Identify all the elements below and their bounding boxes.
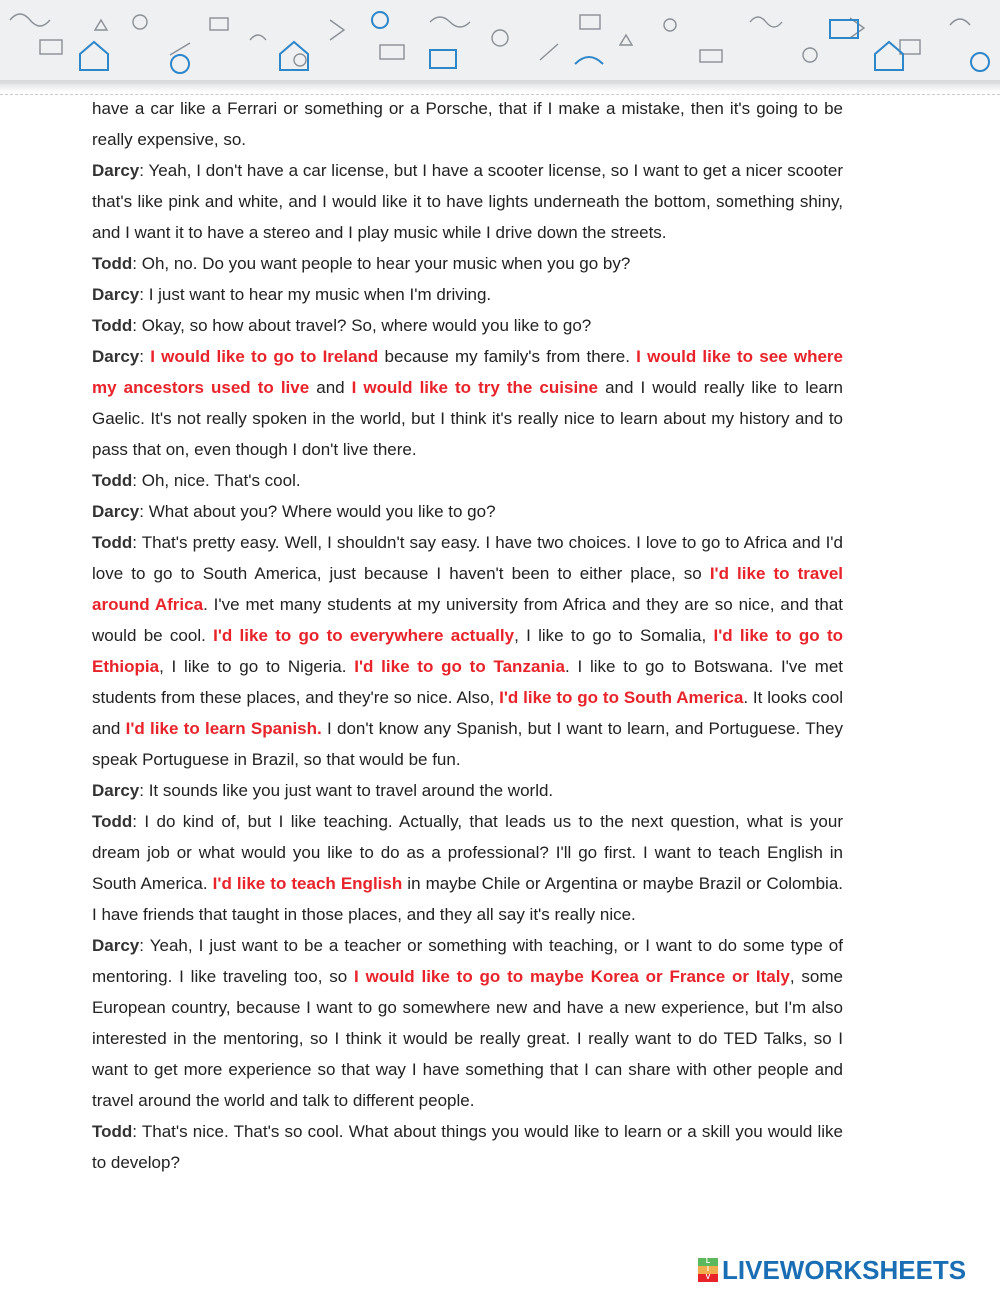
dialogue-text-segment: . I've met many students at my university from Africa and they are so nice, and that would be cool. xyxy=(92,595,843,645)
dialogue-paragraph xyxy=(92,930,843,1116)
speaker-name: Darcy xyxy=(92,502,140,521)
speaker-name: Todd xyxy=(92,533,133,552)
dialogue-paragraph xyxy=(92,341,843,465)
logo-letter: I xyxy=(698,1266,718,1274)
speaker-name: Todd xyxy=(92,471,133,490)
logo-text: LIVEWORKSHEETS xyxy=(722,1254,967,1285)
highlighted-phrase: I'd like to teach English xyxy=(212,874,403,893)
highlighted-phrase: I'd like to travel around Africa xyxy=(92,564,843,614)
highlighted-phrase: I'd like to go to everywhere actually xyxy=(213,626,515,645)
dialogue-paragraph xyxy=(92,1116,843,1178)
doodle-pattern xyxy=(0,0,1000,84)
dialogue-text-segment: . I like to go to Botswana. I've met students from these places, and they're so nice. Also, xyxy=(92,657,843,707)
dialogue-paragraph xyxy=(92,93,843,155)
dialogue-paragraph xyxy=(92,248,843,279)
dialogue-text-segment: . It looks cool and xyxy=(92,688,843,738)
speaker-name: Darcy xyxy=(92,285,140,304)
speaker-name: Todd xyxy=(92,316,133,335)
highlighted-phrase: I'd like to go to Tanzania xyxy=(354,657,565,676)
speaker-name: Darcy xyxy=(92,161,140,180)
dialogue-text-segment: : Oh, nice. That's cool. xyxy=(132,471,301,490)
speaker-name: Darcy xyxy=(92,347,140,366)
speaker-name: Todd xyxy=(92,254,133,273)
dialogue-text-segment: , I like to go to Somalia, xyxy=(514,626,714,645)
dialogue-paragraph xyxy=(92,775,843,806)
dialogue-text-segment: : It sounds like you just want to travel around the world. xyxy=(139,781,554,800)
speaker-name: Darcy xyxy=(92,936,140,955)
highlighted-phrase: I would like to go to maybe Korea or France or Italy xyxy=(354,967,790,986)
dialogue-text-segment: and I would really like to learn Gaelic. It's not really spoken in the world, but I think it's really nice to learn about my history and to pass that on, even though I don't live there. xyxy=(92,378,843,459)
dialogue-text-segment: : xyxy=(139,347,151,366)
logo-letter: L xyxy=(698,1258,718,1266)
highlighted-phrase: I would like to try the cuisine xyxy=(351,378,599,397)
dialogue-text-segment: I don't know any Spanish, but I want to learn, and Portuguese. They speak Portuguese in Brazil, so that would be fun. xyxy=(92,719,843,769)
dialogue-text-segment: have a car like a Ferrari or something or a Porsche, that if I make a mistake, then it's going to be really expensive, so. xyxy=(92,99,843,149)
highlighted-phrase: I'd like to go to South America xyxy=(499,688,744,707)
dialogue-text xyxy=(92,93,843,1178)
banner-shadow xyxy=(0,80,1000,92)
speaker-name: Todd xyxy=(92,1122,133,1141)
dialogue-paragraph xyxy=(92,465,843,496)
liveworksheets-logo xyxy=(698,1256,966,1284)
highlighted-phrase: I would like to see where my ancestors used to live xyxy=(92,347,843,397)
dialogue-text-segment: : Okay, so how about travel? So, where would you like to go? xyxy=(132,316,592,335)
dialogue-text-segment: : What about you? Where would you like to go? xyxy=(139,502,496,521)
speaker-name: Darcy xyxy=(92,781,140,800)
dialogue-paragraph xyxy=(92,155,843,248)
dialogue-text-segment: , some European country, because I want to go somewhere new and have a new experience, but I'm also interested in the mentoring, so I think it would be really great. I really want to do TED Talks, so I want to get more experience so that way I have something that I can share with other people and travel around the world and talk to different people. xyxy=(92,967,843,1110)
dialogue-paragraph xyxy=(92,310,843,341)
logo-letter: V xyxy=(698,1274,718,1282)
decorative-banner xyxy=(0,0,1000,84)
dialogue-text-segment: because my family's from there. xyxy=(378,347,637,366)
dialogue-text-segment: in maybe Chile or Argentina or maybe Brazil or Colombia. I have friends that taught in those places, and they all say it's really nice. xyxy=(92,874,843,924)
highlighted-phrase: I'd like to learn Spanish. xyxy=(125,719,322,738)
dialogue-text-segment: : That's nice. That's so cool. What about things you would like to learn or a skill you would like to develop? xyxy=(92,1122,843,1172)
logo-mark xyxy=(698,1258,718,1282)
dialogue-text-segment: : That's pretty easy. Well, I shouldn't say easy. I have two choices. I love to go to Africa and I'd love to go to South America, just because I haven't been to either place, so xyxy=(92,533,843,583)
dialogue-text-segment: : Yeah, I just want to be a teacher or something with teaching, or I want to do some type of mentoring. I like traveling too, so xyxy=(92,936,843,986)
dialogue-paragraph xyxy=(92,496,843,527)
dialogue-text-segment: : I do kind of, but I like teaching. Actually, that leads us to the next question, what is your dream job or what would you like to do as a professional? I'll go first. I want to teach English in South America. xyxy=(92,812,843,893)
dialogue-text-segment: and xyxy=(309,378,352,397)
dialogue-paragraph xyxy=(92,806,843,930)
highlighted-phrase: I'd like to go to Ethiopia xyxy=(92,626,844,676)
speaker-name: Todd xyxy=(92,812,133,831)
highlighted-phrase: I would like to go to Ireland xyxy=(150,347,379,366)
dialogue-text-segment: : Oh, no. Do you want people to hear your music when you go by? xyxy=(132,254,631,273)
dialogue-text-segment: : Yeah, I don't have a car license, but I have a scooter license, so I want to get a nicer scooter that's like pink and white, and I would like it to have lights underneath the bottom, something shiny, and I want it to have a stereo and I play music while I drive down the streets. xyxy=(92,161,843,242)
dialogue-paragraph xyxy=(92,279,843,310)
dialogue-text-segment: , I like to go to Nigeria. xyxy=(159,657,355,676)
dialogue-paragraph xyxy=(92,527,843,775)
dialogue-text-segment: : I just want to hear my music when I'm driving. xyxy=(139,285,492,304)
